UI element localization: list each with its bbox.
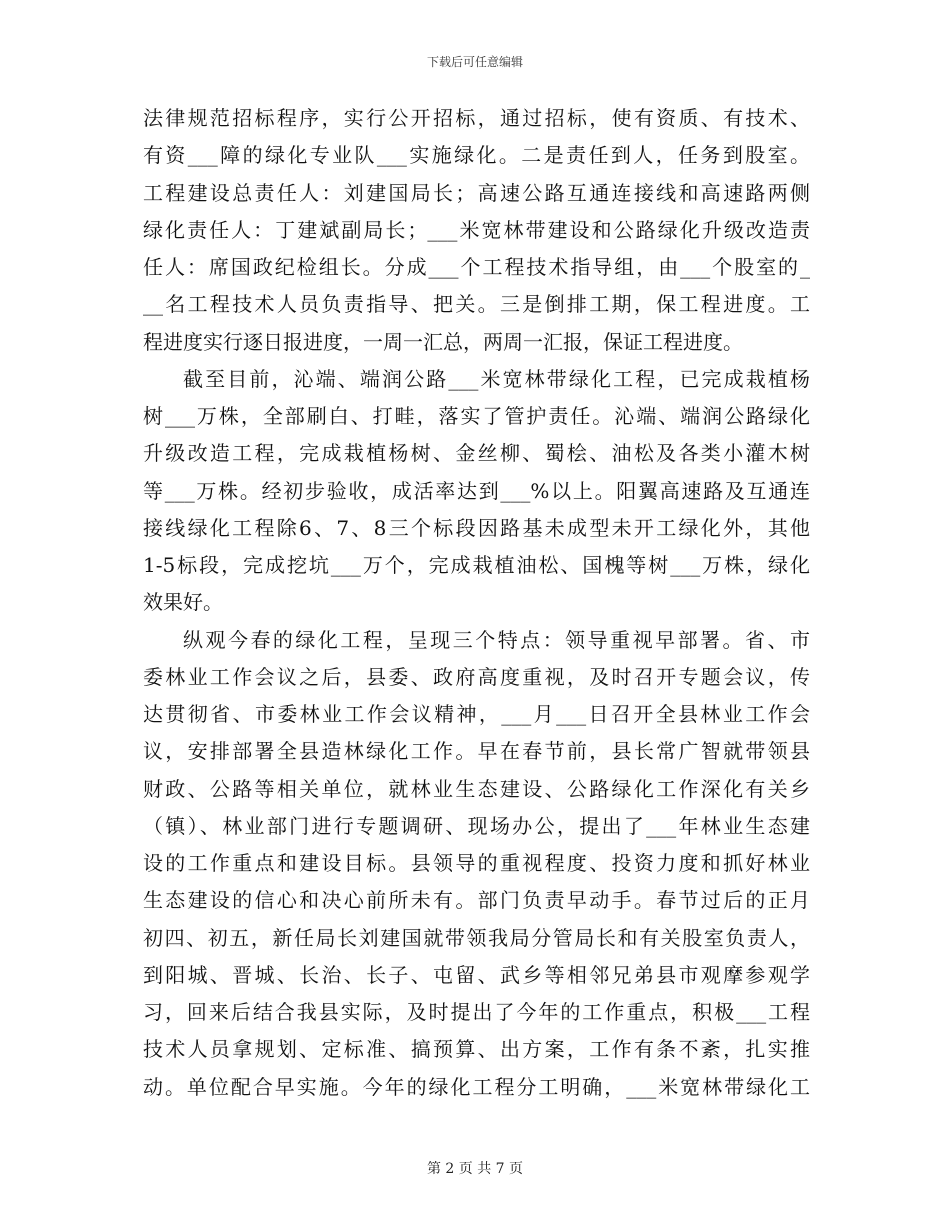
text-line: 生态建设的信心和决心前所未有。部门负责早动手。春节过后的正月 xyxy=(143,888,810,913)
text-line: 委林业工作会议之后，县委、政府高度重视，及时召开专题会议，传 xyxy=(143,664,810,689)
text-line: 法律规范招标程序，实行公开招标，通过招标，使有资质、有技术、 xyxy=(143,106,810,130)
text-line: 设的工作重点和建设目标。县领导的重视程度、投资力度和抓好林业 xyxy=(143,851,810,875)
text-line: 等___万株。经初步验收，成活率达到___%以上。阳翼高速路及互通连 xyxy=(143,478,810,503)
text-line: 财政、公路等相关单位，就林业生态建设、公路绿化工作深化有关乡 xyxy=(143,776,810,801)
text-line: 截至目前，沁端、端润公路___米宽林带绿化工程，已完成栽植杨 xyxy=(183,366,810,391)
text-line: 有资___障的绿化专业队___实施绿化。二是责任到人，任务到股室。 xyxy=(143,143,810,168)
text-line: 纵观今春的绿化工程，呈现三个特点：领导重视早部署。省、市 xyxy=(183,627,810,652)
text-line: 升级改造工程，完成栽植杨树、金丝柳、蜀桧、油松及各类小灌木树 xyxy=(143,441,810,466)
text-line: 技术人员拿规划、定标准、搞预算、出方案，工作有条不紊，扎实推 xyxy=(143,1037,810,1062)
paragraph-3 xyxy=(143,622,810,1106)
text-line: 习，回来后结合我县实际，及时提出了今年的工作重点，积极___工程 xyxy=(143,1000,810,1024)
text-line: （镇）、林业部门进行专题调研、现场办公，提出了___年林业生态建 xyxy=(143,813,810,838)
text-line: 动。单位配合早实施。今年的绿化工程分工明确，___米宽林带绿化工 xyxy=(143,1074,810,1099)
paragraph-2 xyxy=(143,361,810,622)
text-line: 1-5标段，完成挖坑___万个，完成栽植油松、国槐等树___万株，绿化 xyxy=(143,553,810,577)
text-line: 达贯彻省、市委林业工作会议精神，___月___日召开全县林业工作会 xyxy=(143,702,810,726)
text-line: 工程建设总责任人：刘建国局长；高速公路互通连接线和高速路两侧 xyxy=(143,180,810,205)
page-header-note: 下载后可任意编辑 xyxy=(426,55,523,69)
text-line: 初四、初五，新任局长刘建国就带领我局分管局长和有关股室负责人， xyxy=(143,925,810,950)
page-number: 第 2 页 共 7 页 xyxy=(426,1161,524,1177)
text-line: 议，安排部署全县造林绿化工作。早在春节前，县长常广智就带领县 xyxy=(143,739,810,764)
text-line: 效果好。 xyxy=(143,590,223,615)
text-line: 绿化责任人：丁建斌副局长；___米宽林带建设和公路绿化升级改造责 xyxy=(143,217,810,242)
text-line: __名工程技术人员负责指导、把关。三是倒排工期，保工程进度。工 xyxy=(143,292,810,317)
text-line: 任人：席国政纪检组长。分成___个工程技术指导组，由___个股室的_ xyxy=(143,255,810,279)
text-line: 程进度实行逐日报进度，一周一汇总，两周一汇报，保证工程进度。 xyxy=(143,329,743,354)
paragraph-1 xyxy=(143,100,810,361)
text-line: 树___万株，全部刷白、打畦，落实了管护责任。沁端、端润公路绿化 xyxy=(143,404,810,428)
document-body xyxy=(143,100,810,1106)
text-line: 到阳城、晋城、长治、长子、屯留、武乡等相邻兄弟县市观摩参观学 xyxy=(143,962,810,987)
text-line: 接线绿化工程除6、7、8三个标段因路基未成型未开工绿化外，其他 xyxy=(143,515,810,540)
